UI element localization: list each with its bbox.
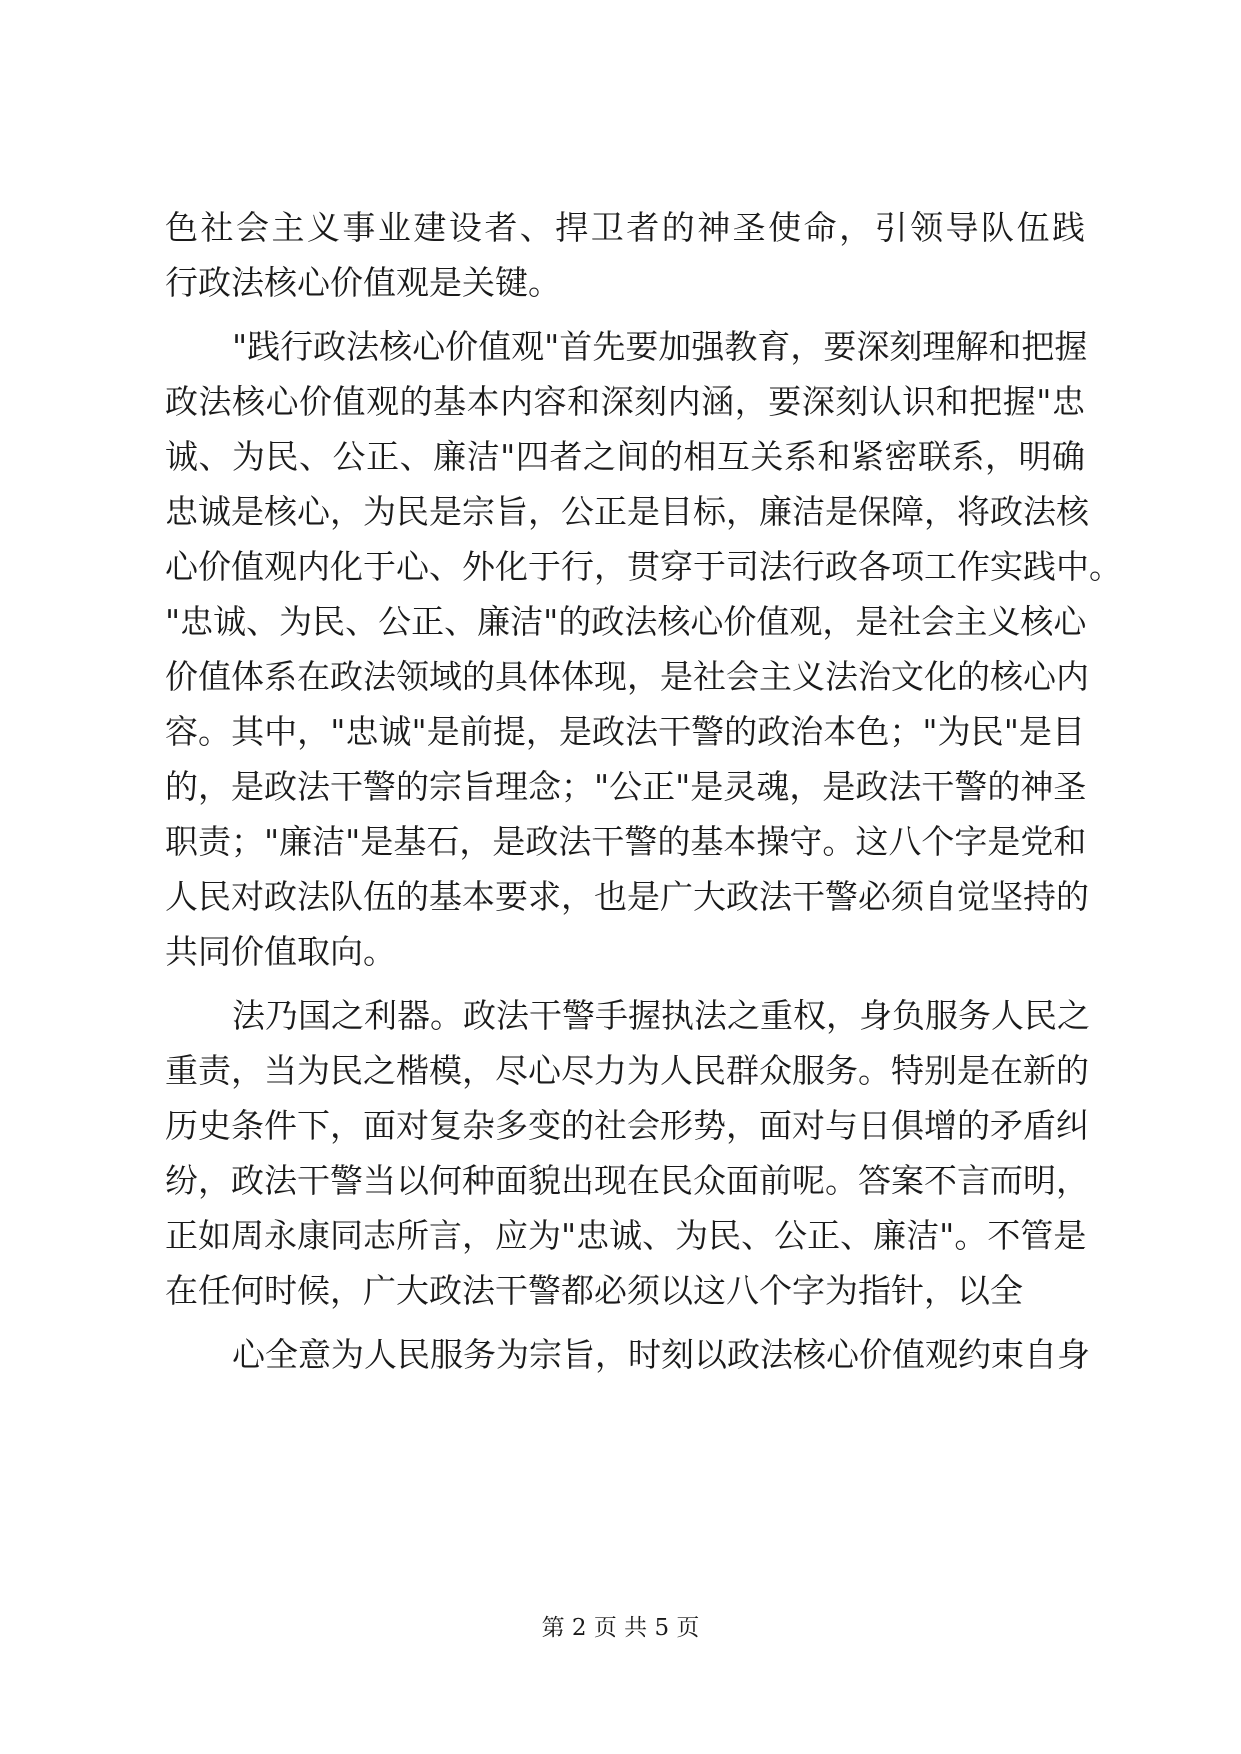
text-line: 容。其中，"忠诚"是前提，是政法干警的政治本色；"为民"是目 [165, 712, 1085, 751]
text-line: 心价值观内化于心、外化于行，贯穿于司法行政各项工作实践中。 [165, 547, 1122, 586]
text-line: 的，是政法干警的宗旨理念；"公正"是灵魂，是政法干警的神圣 [165, 767, 1087, 806]
text-line: "忠诚、为民、公正、廉洁"的政法核心价值观，是社会主义核心 [165, 602, 1087, 641]
text-line: 人民对政法队伍的基本要求，也是广大政法干警必须自觉坚持的 [165, 877, 1089, 916]
text-line: 法乃国之利器。政法干警手握执法之重权，身负服务人民之 [232, 996, 1090, 1035]
text-line: 共同价值取向。 [165, 932, 396, 971]
text-line: 纷，政法干警当以何种面貌出现在民众面前呢。答案不言而明， [165, 1161, 1089, 1200]
text-line: 职责；"廉洁"是基石，是政法干警的基本操守。这八个字是党和 [165, 822, 1087, 861]
text-line: 正如周永康同志所言，应为"忠诚、为民、公正、廉洁"。不管是 [165, 1216, 1087, 1255]
text-line: 历史条件下，面对复杂多变的社会形势，面对与日俱增的矛盾纠 [165, 1106, 1089, 1145]
text-line: 心全意为人民服务为宗旨，时刻以政法核心价值观约束自身 [232, 1335, 1090, 1374]
text-line: 诚、为民、公正、廉洁"四者之间的相互关系和紧密联系，明确 [165, 437, 1085, 476]
text-line: 价值体系在政法领域的具体体现，是社会主义法治文化的核心内 [165, 657, 1089, 696]
text-line: 忠诚是核心，为民是宗旨，公正是目标，廉洁是保障，将政法核 [165, 492, 1089, 531]
text-line: 色社会主义事业建设者、捍卫者的神圣使命，引领导队伍践 [165, 208, 1085, 247]
text-line: 行政法核心价值观是关键。 [165, 263, 561, 302]
text-line: 重责，当为民之楷模，尽心尽力为人民群众服务。特别是在新的 [165, 1051, 1089, 1090]
text-line: 在任何时候，广大政法干警都必须以这八个字为指针，以全 [165, 1271, 1023, 1310]
text-line: "践行政法核心价值观"首先要加强教育，要深刻理解和把握 [232, 327, 1088, 366]
page-number-footer: 第 2 页 共 5 页 [541, 1615, 700, 1641]
text-line: 政法核心价值观的基本内容和深刻内涵，要深刻认识和把握"忠 [165, 382, 1085, 421]
